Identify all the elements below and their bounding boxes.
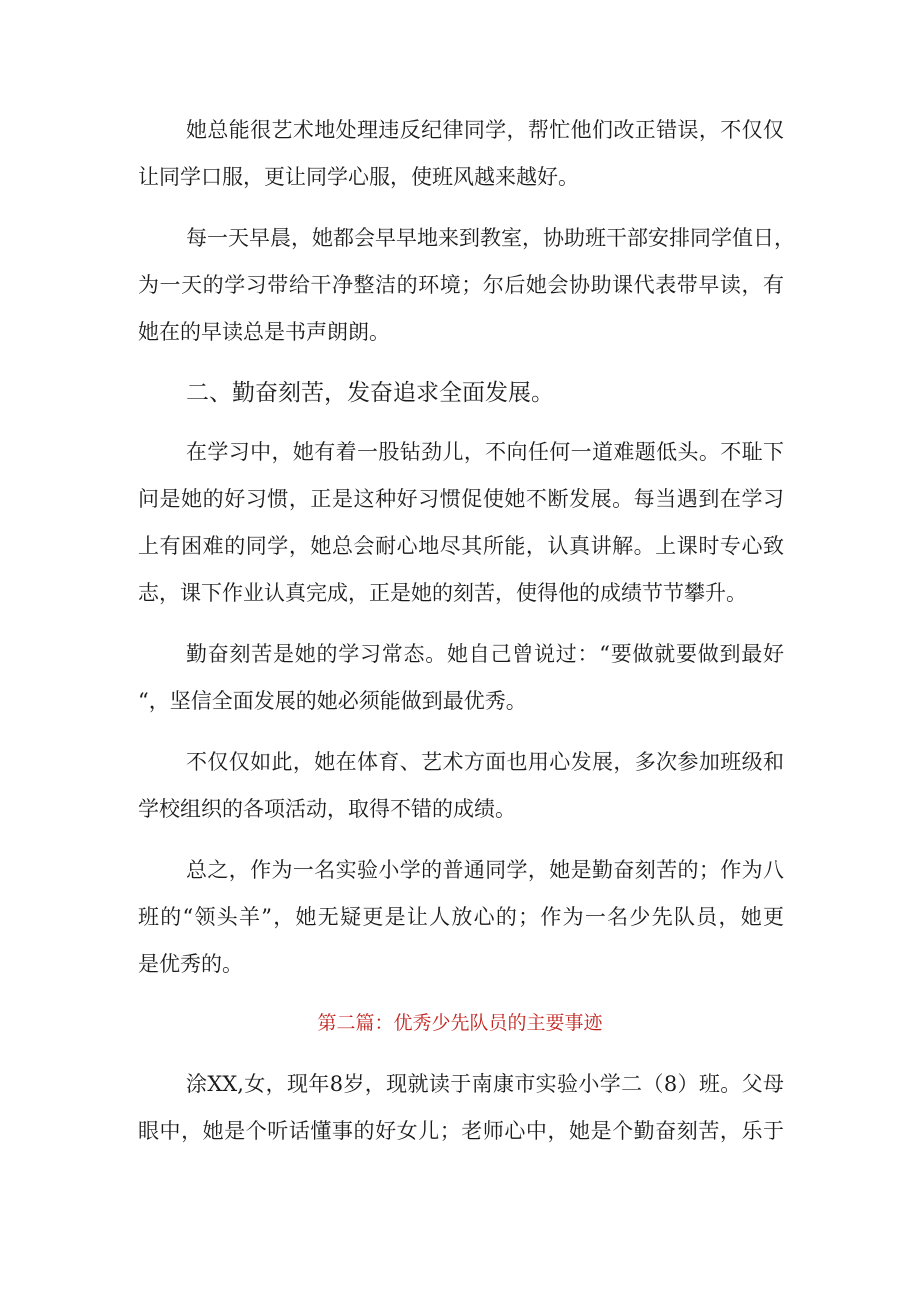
paragraph-line: 在学习中，她有着一股钻劲儿，不向任何一道难题低头。不耻下	[186, 440, 784, 464]
paragraph-line: 班的“领头羊”，她无疑更是让人放心的；作为一名少先队员，她更	[138, 905, 784, 929]
article-subtitle: 第二篇：优秀少先队员的主要事迹	[317, 1012, 603, 1034]
paragraph-line: 总之，作为一名实验小学的普通同学，她是勤奋刻苦的；作为八	[186, 858, 784, 882]
paragraph-line: 上有困难的同学，她总会耐心地尽其所能，认真讲解。上课时专心致	[138, 534, 784, 558]
paragraph-line: 志，课下作业认真完成，正是她的刻苦，使得他的成绩节节攀升。	[138, 581, 747, 605]
paragraph-line: 为一天的学习带给干净整洁的环境；尔后她会协助课代表带早读，有	[138, 273, 784, 297]
paragraph-line: “，坚信全面发展的她必须能做到最优秀。	[138, 689, 527, 713]
paragraph-line: 她总能很艺术地处理违反纪律同学，帮忙他们改正错误，不仅仅	[186, 118, 784, 142]
paragraph-line: 让同学口服，更让同学心服，使班风越来越好。	[138, 165, 579, 189]
paragraph-line: 是优秀的。	[138, 952, 243, 976]
paragraph-line: 学校组织的各项活动，取得不错的成绩。	[138, 797, 516, 821]
paragraph-line: 不仅仅如此，她在体育、艺术方面也用心发展，多次参加班级和	[186, 750, 784, 774]
paragraph-line: 涂XX,女，现年8岁，现就读于南康市实验小学二（8）班。父母	[186, 1072, 784, 1096]
paragraph-line: 问是她的好习惯，正是这种好习惯促使她不断发展。每当遇到在学习	[138, 487, 784, 511]
paragraph-line: 眼中，她是个听话懂事的好女儿；老师心中，她是个勤奋刻苦，乐于	[138, 1119, 784, 1143]
paragraph-line: 每一天早晨，她都会早早地来到教室，协助班干部安排同学值日，	[186, 226, 795, 250]
paragraph-line: 勤奋刻苦是她的学习常态。她自己曾说过：“要做就要做到最好	[186, 642, 784, 666]
paragraph-line: 她在的早读总是书声朗朗。	[138, 320, 390, 344]
section-heading: 二、勤奋刻苦，发奋追求全面发展。	[186, 380, 554, 406]
